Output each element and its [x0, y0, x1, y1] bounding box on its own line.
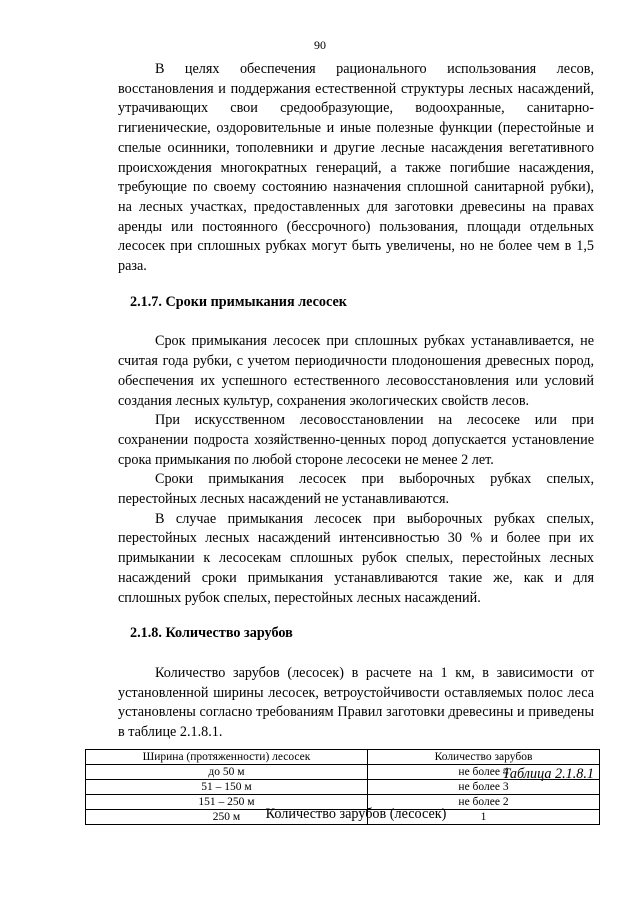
table-label: Таблица 2.1.8.1: [502, 765, 594, 782]
page-number: 90: [314, 38, 326, 52]
section-heading-2-1-7: 2.1.7. Сроки примыкания лесосек: [130, 293, 347, 310]
paragraph-2-1-7-2: При искусственном лесовосстановлении на лесосеке или при сохранении подроста хозяйственно-ценных пород допускается установление срока примыкания по любой стороне лесосеки не менее 2 лет.: [118, 412, 594, 468]
table-cell-count: не более 4: [368, 765, 600, 780]
table-cell-width: 151 – 250 м: [86, 795, 368, 810]
table-cell-width: до 50 м: [86, 765, 368, 780]
table-cell-count: не более 3: [368, 780, 600, 795]
paragraph-2-1-7-3: Сроки примыкания лесосек при выборочных рубках спелых, перестойных лесных насаждений не устанавливаются.: [118, 471, 594, 508]
table-header-width: Ширина (протяженности) лесосек: [86, 750, 368, 765]
table-header-count: Количество зарубов: [368, 750, 600, 765]
lesoseki-table: [85, 749, 600, 825]
intro-paragraph: В целях обеспечения рационального использования лесов, восстановления и поддержания естественной структуры лесных насаждений, утрачивающих свои средообразующие, водоохранные, санитарно-гигиенические, оздоровительные и иные полезные функции (перестойные и спелые осинники, тополевники и другие лесные насаждения вегетативного происхождения многократных генераций, а также погибшие насаждения, требующие по своему состоянию назначения сплошной санитарной рубки), на лесных участках, предоставленных для заготовки древесины на правах аренды или постоянного (бессрочного) пользования, площади отдельных лесосек при сплошных рубках могут быть увеличены, но не более чем в 1,5 раза.: [118, 61, 594, 275]
table-row: [86, 795, 600, 810]
page-content: [118, 60, 594, 824]
paragraph-2-1-7-4: В случае примыкания лесосек при выборочных рубках спелых, перестойных лесных насаждений интенсивностью 30 % и более при их примыкании к лесосекам сплошных рубок спелых, перестойных лесных насаждений сроки примыкания устанавливаются такие же, как и для сплошных рубок спелых, перестойных лесных насаждений.: [118, 510, 594, 606]
table-cell-width: 51 – 150 м: [86, 780, 368, 795]
section-heading-2-1-8: 2.1.8. Количество зарубов: [130, 625, 293, 642]
table-row: [86, 780, 600, 795]
table-header-row: [86, 750, 600, 765]
table-cell-width: 250 м: [86, 810, 368, 825]
table-row: [86, 810, 600, 825]
table-cell-count: не более 2: [368, 795, 600, 810]
table-caption: Количество зарубов (лесосек): [265, 805, 447, 822]
table-row: [86, 765, 600, 780]
paragraph-2-1-7-1: Срок примыкания лесосек при сплошных рубках устанавливается, не считая года рубки, с учетом периодичности плодоношения древесных пород, обеспечения их успешного естественного лесовосстановления или условий создания лесных культур, сохранения экологических свойств лесов.: [118, 333, 594, 409]
paragraph-2-1-8-1: Количество зарубов (лесосек) в расчете на 1 км, в зависимости от установленной ширины лесосек, ветроустойчивости оставляемых полос леса установлены согласно требованиям Правил заготовки древесины и приведены в таблице 2.1.8.1.: [118, 664, 594, 741]
table-cell-count: 1: [368, 810, 600, 825]
